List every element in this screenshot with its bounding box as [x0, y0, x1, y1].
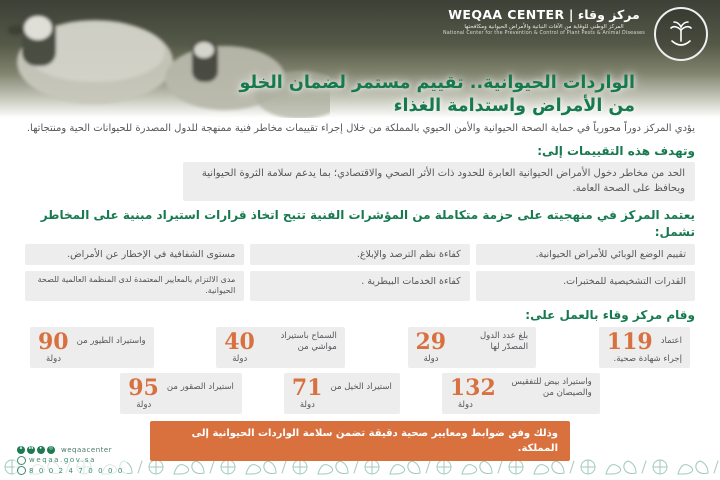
brand-text — [443, 7, 645, 36]
goals-box: الحد من مخاطر دخول الأمراض الحيوانية العابرة للحدود ذات الأثر الصحي والاقتصادي؛ بما يدعم سلامة الثروة الحيوانية ويحافظ على الصحة العامة. — [183, 162, 695, 201]
brand-name — [443, 7, 645, 22]
methodology-item-surveillance: كفاءة نظم الترصد والإبلاغ. — [250, 244, 469, 265]
stat-unit: إجراء شهادة صحية. — [613, 353, 682, 364]
stat-unit: دولة — [136, 399, 152, 410]
stat-birds-countries — [30, 327, 154, 368]
hero-photo-band — [0, 0, 720, 118]
stat-label: واستيراد بيض للتفقيس والصيصان من — [511, 376, 592, 398]
stat-label: استيراد الصقور من — [166, 382, 234, 393]
stat-number: 40 — [224, 328, 255, 355]
page-title-line2: من الأمراض واستدامة الغذاء — [393, 95, 635, 116]
stat-falcons-countries — [120, 373, 242, 414]
stat-unit: دولة — [46, 353, 62, 364]
brand-subtitle-en: National Center for the Prevention & Control of Plant Pests & Animal Diseases — [443, 31, 645, 36]
stat-number: 95 — [128, 374, 159, 401]
stat-horses-countries — [284, 373, 400, 414]
page-title-line1: الواردات الحيوانية.. تقييم مستمر لضمان الخلو — [239, 72, 635, 93]
stat-label: السماح باستيراد مواشي من — [280, 330, 337, 352]
stat-unit: دولة — [457, 399, 473, 410]
intro-paragraph: يؤدي المركز دوراً محورياً في حماية الصحة الحيوانية والأمن الحيوي بالمملكة من خلال إجراء تقييمات مخاطر فنية ممنهجة للدول المصدرة للحيوانات الحية ومنتجاتها. — [26, 123, 695, 134]
methodology-item-woah-standards: مدى الالتزام بالمعايير المعتمدة لدى المنظمة العالمية للصحة الحيوانية. — [25, 271, 244, 301]
stats-row-2 — [30, 373, 690, 414]
stat-number: 132 — [449, 374, 496, 401]
stats-heading: وقام مركز وقاء بالعمل على: — [525, 307, 695, 322]
stat-number: 29 — [415, 328, 447, 355]
website-url[interactable]: weqaa.gov.sa — [29, 456, 96, 464]
methodology-heading: يعتمد المركز في منهجيته على حزمة متكاملة من المؤشرات الفنية تتيح اتخاذ قرارات استيراد مبنية على المخاطر تشمل: — [40, 208, 695, 240]
stat-hatching-eggs-countries — [442, 373, 600, 414]
stat-unit: دولة — [232, 353, 248, 364]
methodology-item-epidemic-status: تقييم الوضع الوبائي للأمراض الحيوانية. — [476, 244, 695, 265]
stat-exporting-countries — [408, 327, 537, 368]
brand-name-ar: مركز وقاء — [577, 7, 640, 22]
closing-banner: وذلك وفق ضوابط ومعايير صحية دقيقة تضمن سلامة الواردات الحيوانية إلى المملكة. — [150, 421, 570, 461]
linkedin-icon[interactable]: in — [27, 446, 35, 454]
stat-number: 90 — [38, 328, 69, 355]
brand-subtitle-ar: المركز الوطني للوقاية من الآفات النباتية والأمراض الحيوانية ومكافحتها — [464, 24, 624, 30]
x-icon[interactable]: x — [17, 446, 25, 454]
footer-contact — [14, 444, 127, 478]
page-title — [240, 72, 636, 118]
methodology-item-vet-services: كفاءة الخدمات البيطرية . — [250, 271, 469, 301]
instagram-icon[interactable]: ◎ — [47, 446, 55, 454]
content — [0, 122, 720, 461]
social-row — [17, 445, 124, 456]
stat-unit: دولة — [423, 353, 439, 364]
phone-number[interactable]: 8 0 0 2 4 7 0 0 0 0 — [29, 466, 124, 475]
phone-line[interactable] — [17, 466, 124, 477]
weqaa-logo-icon — [654, 7, 708, 61]
social-handle[interactable]: weqaacenter — [61, 445, 113, 454]
stat-label: استيراد الخيل من — [330, 382, 392, 393]
stat-livestock-countries — [216, 327, 345, 368]
stat-health-certificates — [599, 327, 690, 368]
goals-heading: وتهدف هذه التقييمات إلى: — [537, 143, 695, 158]
methodology-grid — [25, 244, 695, 301]
youtube-icon[interactable]: ▸ — [37, 446, 45, 454]
methodology-item-lab-capacity: القدرات التشخيصية للمختبرات. — [476, 271, 695, 301]
methodology-item-transparency: مستوى الشفافية في الإخطار عن الأمراض. — [25, 244, 244, 265]
stat-unit: دولة — [299, 399, 315, 410]
stat-number: 119 — [606, 328, 653, 355]
globe-icon — [17, 456, 26, 465]
phone-icon — [17, 466, 26, 475]
brand-name-en: WEQAA CENTER — [448, 7, 565, 22]
stat-label: واستيراد الطيور من — [76, 336, 146, 347]
stat-label: بلغ عدد الدول المصدّر لها — [480, 330, 529, 352]
brand-separator: | — [568, 7, 574, 22]
stat-label: اعتماد — [660, 336, 682, 347]
stat-number: 71 — [291, 374, 323, 401]
website-line[interactable] — [17, 455, 124, 466]
brand-header — [443, 7, 708, 61]
stats-row-1 — [30, 327, 690, 368]
